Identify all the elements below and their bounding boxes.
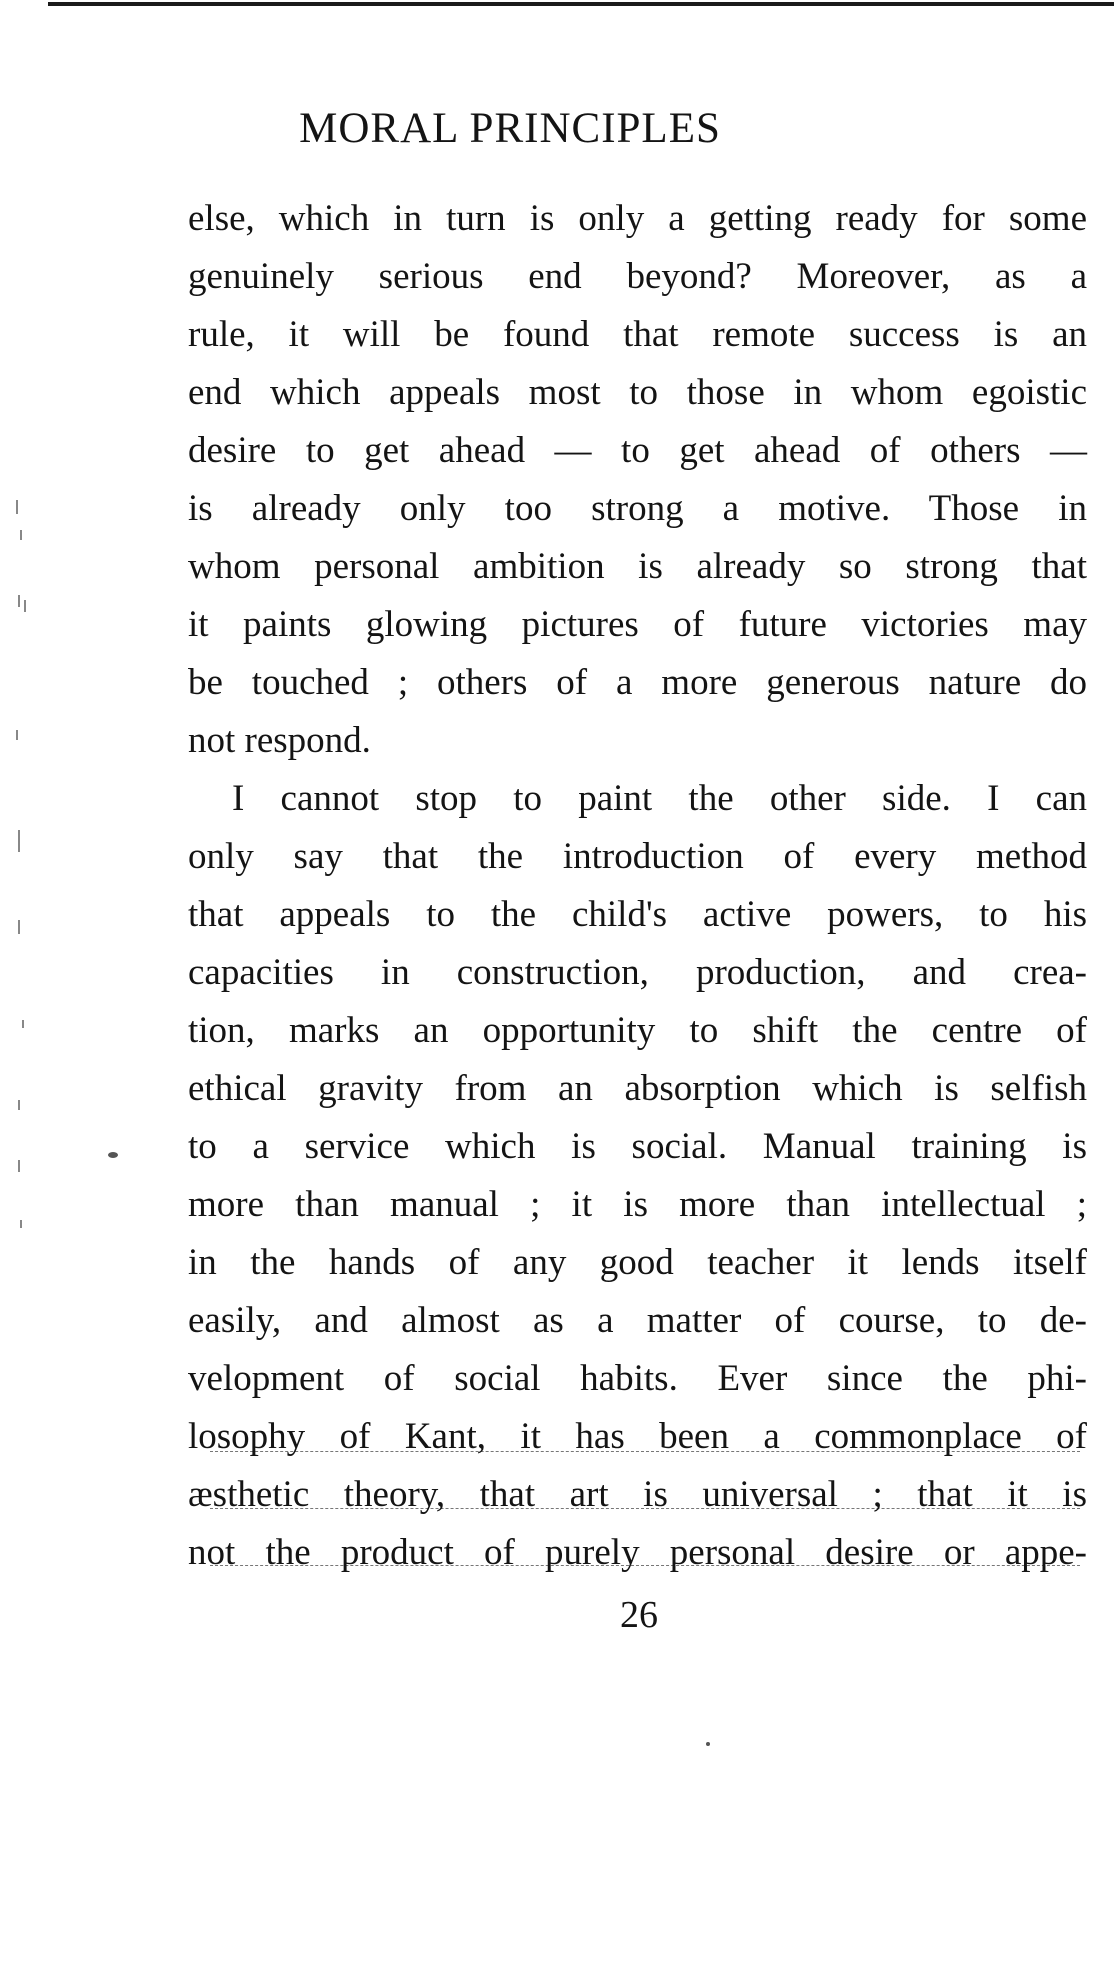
text-line: losophy of Kant, it has been a commonplace of bbox=[188, 1416, 1087, 1457]
text-line: capacities in construction, production, and crea- bbox=[188, 952, 1087, 993]
text-line: æsthetic theory, that art is universal ; that it is bbox=[188, 1474, 1087, 1515]
text-line: to a service which is social. Manual training is bbox=[188, 1126, 1087, 1167]
text-line: end which appeals most to those in whom egoistic bbox=[188, 372, 1087, 413]
text-line: ethical gravity from an absorption which is selfish bbox=[188, 1068, 1087, 1109]
text-line: that appeals to the child's active powers, to his bbox=[188, 894, 1087, 935]
text-line: tion, marks an opportunity to shift the centre of bbox=[188, 1010, 1087, 1051]
text-line: be touched ; others of a more generous nature do bbox=[188, 662, 1087, 703]
text-line: genuinely serious end beyond? Moreover, as a bbox=[188, 256, 1087, 297]
scan-gutter-marks bbox=[10, 500, 50, 1300]
text-line: only say that the introduction of every method bbox=[188, 836, 1087, 877]
text-line: easily, and almost as a matter of course, to de- bbox=[188, 1300, 1087, 1341]
text-line: whom personal ambition is already so strong that bbox=[188, 546, 1087, 587]
page-number: 26 bbox=[620, 1594, 658, 1636]
text-line: rule, it will be found that remote success is an bbox=[188, 314, 1087, 355]
text-line: not respond. bbox=[188, 720, 371, 761]
top-rule bbox=[48, 2, 1114, 6]
text-line: I cannot stop to paint the other side. I can bbox=[232, 778, 1087, 819]
text-line: velopment of social habits. Ever since the phi- bbox=[188, 1358, 1087, 1399]
scan-speck bbox=[108, 1152, 118, 1158]
text-line: not the product of purely personal desire or appe- bbox=[188, 1532, 1087, 1573]
text-line: in the hands of any good teacher it lends itself bbox=[188, 1242, 1087, 1283]
text-line: desire to get ahead — to get ahead of others — bbox=[188, 430, 1087, 471]
running-head: MORAL PRINCIPLES bbox=[299, 105, 721, 152]
body-text bbox=[188, 190, 1087, 1582]
text-line: is already only too strong a motive. Those in bbox=[188, 488, 1087, 529]
scan-speck bbox=[706, 1742, 710, 1746]
text-line: it paints glowing pictures of future victories may bbox=[188, 604, 1087, 645]
text-line: else, which in turn is only a getting ready for some bbox=[188, 198, 1087, 239]
text-line: more than manual ; it is more than intellectual ; bbox=[188, 1184, 1087, 1225]
